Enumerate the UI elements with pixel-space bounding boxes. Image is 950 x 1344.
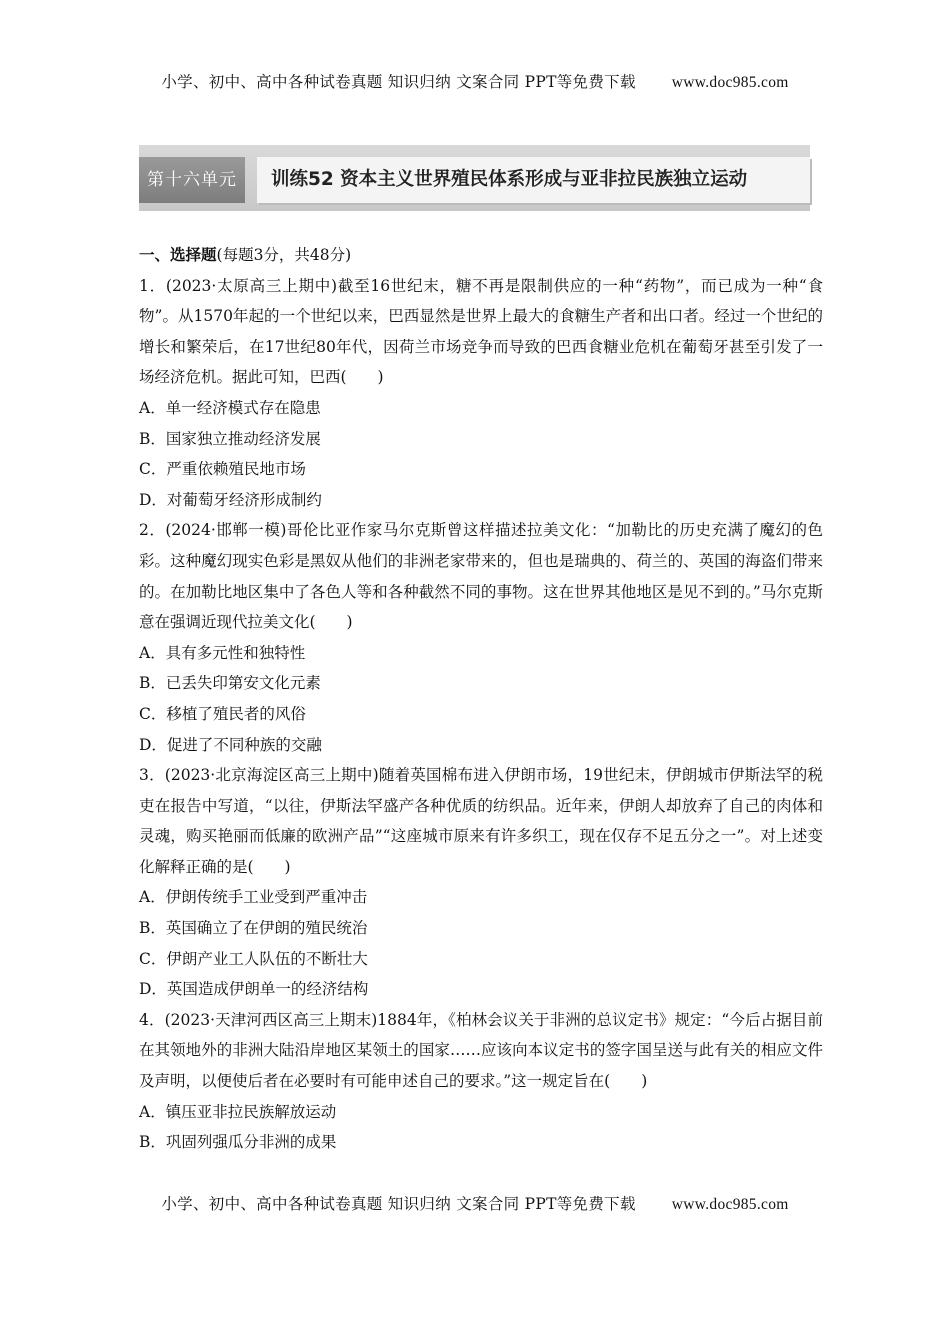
option-d: D．英国造成伊朗单一的经济结构 bbox=[139, 980, 369, 999]
question-2 bbox=[139, 515, 823, 760]
question-text: 3．(2023·北京海淀区高三上期中)随着英国棉布进入伊朗市场，19世纪末，伊朗城市伊斯法罕的税吏在报告中写道，“以往，伊斯法罕盛产各种优质的纺织品。近年来，伊朗人却放弃了自己的肉体和灵魂，购买艳丽而低廉的欧洲产品”“这座城市原来有许多织工，现在仅存不足五分之一”。对上述变化解释正确的是( ) bbox=[139, 766, 823, 876]
question-3 bbox=[139, 760, 823, 1005]
option-b: B．国家独立推动经济发展 bbox=[139, 429, 321, 448]
document-body bbox=[139, 240, 823, 1158]
page-footer bbox=[0, 1192, 950, 1214]
option-c: C．严重依赖殖民地市场 bbox=[139, 460, 306, 479]
option-a: A．具有多元性和独特性 bbox=[139, 643, 306, 662]
option-a: A．单一经济模式存在隐患 bbox=[139, 398, 321, 417]
question-1 bbox=[139, 271, 823, 516]
title-banner bbox=[139, 145, 810, 211]
question-text: 2．(2024·邯郸一模)哥伦比亚作家马尔克斯曾这样描述拉美文化：“加勒比的历史充满了魔幻的色彩。这种魔幻现实色彩是黑奴从他们的非洲老家带来的，但也是瑞典的、荷兰的、英国的海盗们带来的。在加勒比地区集中了各色人等和各种截然不同的事物。这在世界其他地区是见不到的。”马尔克斯意在强调近现代拉美文化( ) bbox=[139, 521, 823, 632]
section-title: 一、选择题 bbox=[139, 246, 217, 264]
unit-label: 第十六单元 bbox=[139, 157, 245, 203]
section-heading bbox=[139, 240, 823, 271]
option-b: B．巩固列强瓜分非洲的成果 bbox=[139, 1133, 337, 1152]
header-text: 小学、初中、高中各种试卷真题 知识归纳 文案合同 PPT等免费下载 bbox=[161, 73, 636, 91]
footer-text: 小学、初中、高中各种试卷真题 知识归纳 文案合同 PPT等免费下载 bbox=[161, 1195, 636, 1213]
option-c: C．移植了殖民者的风俗 bbox=[139, 704, 306, 723]
option-b: B．英国确立了在伊朗的殖民统治 bbox=[139, 919, 368, 938]
header-url[interactable]: www.doc985.com bbox=[671, 74, 789, 91]
footer-url[interactable]: www.doc985.com bbox=[671, 1196, 789, 1213]
option-a: A．镇压亚非拉民族解放运动 bbox=[139, 1102, 337, 1121]
option-b: B．已丢失印第安文化元素 bbox=[139, 674, 321, 693]
option-c: C．伊朗产业工人队伍的不断壮大 bbox=[139, 949, 368, 968]
question-4 bbox=[139, 1005, 823, 1158]
lesson-title: 训练52 资本主义世界殖民体系形成与亚非拉民族独立运动 bbox=[257, 157, 810, 203]
option-d: D．促进了不同种族的交融 bbox=[139, 735, 322, 754]
section-note: (每题3分，共48分) bbox=[216, 246, 352, 264]
option-a: A．伊朗传统手工业受到严重冲击 bbox=[139, 888, 368, 907]
question-text: 4．(2023·天津河西区高三上期末)1884年，《柏林会议关于非洲的总议定书》规定：“今后占据目前在其领地外的非洲大陆沿岸地区某领土的国家……应该向本议定书的签字国呈送与此有关的相应文件及声明，以便使后者在必要时有可能申述自己的要求。”这一规定旨在( ) bbox=[139, 1010, 823, 1091]
page-header bbox=[0, 70, 950, 92]
question-text: 1．(2023·太原高三上期中)截至16世纪末，糖不再是限制供应的一种“药物”，而已成为一种“食物”。从1570年起的一个世纪以来，巴西显然是世界上最大的食糖生产者和出口者。经过一个世纪的增长和繁荣后，在17世纪80年代，因荷兰市场竞争而导致的巴西食糖业危机在葡萄牙甚至引发了一场经济危机。据此可知，巴西( ) bbox=[139, 276, 823, 387]
option-d: D．对葡萄牙经济形成制约 bbox=[139, 490, 322, 509]
